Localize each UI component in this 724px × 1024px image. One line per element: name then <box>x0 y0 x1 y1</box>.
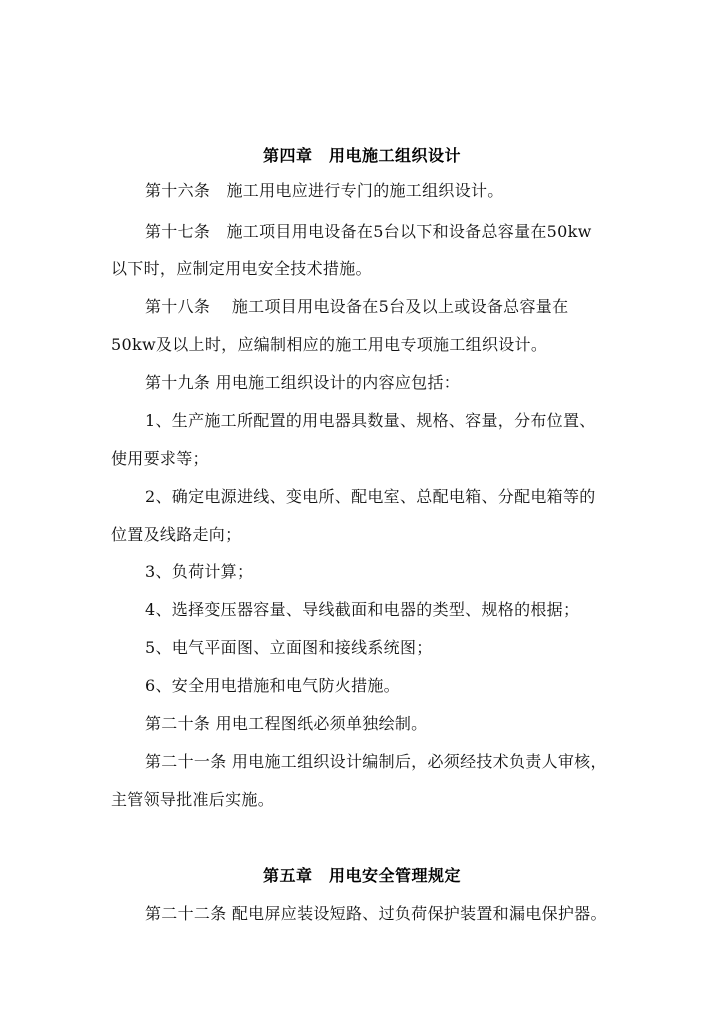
article-18-line-2: 50kw及以上时，应编制相应的施工用电专项施工组织设计。 <box>111 335 548 354</box>
item-1-line-1: 1、生产施工所配置的用电器具数量、规格、容量，分布位置、 <box>145 411 596 430</box>
article-18-line-1: 第十八条 施工项目用电设备在5台及以上或设备总容量在 <box>145 297 569 316</box>
article-22: 第二十二条 配电屏应装设短路、过负荷保护装置和漏电保护器。 <box>145 904 607 923</box>
article-21-line-2: 主管领导批准后实施。 <box>111 790 275 809</box>
article-17-line-2: 以下时，应制定用电安全技术措施。 <box>111 259 372 278</box>
article-21-line-1: 第二十一条 用电施工组织设计编制后，必须经技术负责人审核， <box>145 752 607 771</box>
article-16: 第十六条 施工用电应进行专门的施工组织设计。 <box>145 181 504 200</box>
article-19: 第十九条 用电施工组织设计的内容应包括： <box>145 373 461 392</box>
item-6: 6、安全用电措施和电气防火措施。 <box>145 676 400 695</box>
item-1-line-2: 使用要求等； <box>111 449 209 468</box>
chapter-4-title: 第四章 用电施工组织设计 <box>262 146 461 165</box>
item-2-line-2: 位置及线路走向； <box>111 525 242 544</box>
chapter-5-title: 第五章 用电安全管理规定 <box>262 866 461 885</box>
article-20: 第二十条 用电工程图纸必须单独绘制。 <box>145 714 428 733</box>
item-4: 4、选择变压器容量、导线截面和电器的类型、规格的根据； <box>145 600 580 619</box>
item-2-line-1: 2、确定电源进线、变电所、配电室、总配电箱、分配电箱等的 <box>145 487 596 506</box>
item-5: 5、电气平面图、立面图和接线系统图； <box>145 638 433 657</box>
item-3: 3、负荷计算； <box>145 562 254 581</box>
article-17-line-1: 第十七条 施工项目用电设备在5台以下和设备总容量在50kw <box>145 222 592 241</box>
